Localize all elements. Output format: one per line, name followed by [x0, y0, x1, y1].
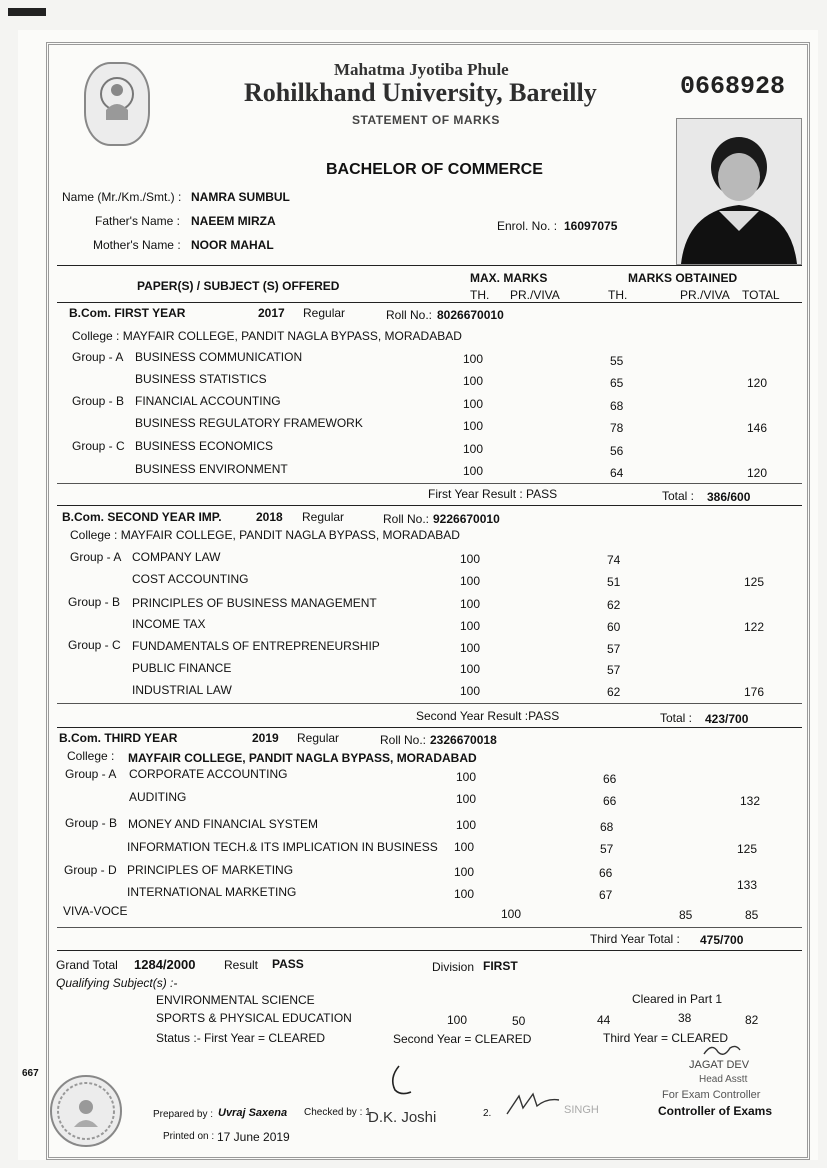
group-total: 120	[747, 376, 768, 390]
group-label: Group - B	[72, 394, 125, 408]
result-label: Result	[224, 958, 259, 972]
max-marks: 100	[456, 818, 477, 832]
year3-result: Third Year Total :	[590, 932, 680, 946]
university-name-line2: Rohilkhand University, Bareilly	[244, 78, 597, 107]
subject: FUNDAMENTALS OF ENTREPRENEURSHIP	[132, 639, 380, 653]
controller-title: Controller of Exams	[658, 1104, 773, 1118]
prepared-by: Uvraj Saxena	[218, 1107, 288, 1119]
mother-name: NOOR MAHAL	[191, 238, 274, 252]
rule	[57, 950, 802, 951]
max-marks: 100	[454, 840, 475, 854]
year3-total: 475/700	[700, 933, 744, 947]
year2-college: College : MAYFAIR COLLEGE, PANDIT NAGLA BYPASS, MORADABAD	[70, 528, 460, 542]
subject: PUBLIC FINANCE	[132, 661, 232, 675]
year1-title: B.Com. FIRST YEAR	[69, 306, 186, 320]
group-total: 176	[744, 685, 765, 699]
year3-college-label: College :	[67, 749, 115, 763]
subject: INDUSTRIAL LAW	[132, 683, 232, 697]
year2-roll-label: Roll No.:	[383, 512, 430, 526]
mother-label: Mother's Name :	[93, 238, 181, 252]
status-first: Status :- First Year = CLEARED	[156, 1031, 326, 1045]
year3-year: 2019	[252, 731, 279, 745]
division-label: Division	[432, 960, 475, 974]
year1-result: First Year Result : PASS	[428, 487, 558, 501]
max-marks: 100	[454, 865, 475, 879]
rule	[57, 483, 802, 484]
subject: BUSINESS REGULATORY FRAMEWORK	[135, 416, 363, 430]
year1-roll: 8026670010	[437, 308, 504, 322]
env-science: ENVIRONMENTAL SCIENCE	[156, 993, 315, 1007]
prepared-label: Prepared by :	[153, 1109, 214, 1120]
obtained-marks: 74	[607, 553, 621, 567]
obtained-marks: 62	[607, 598, 621, 612]
max-marks: 100	[463, 419, 484, 433]
year3-college: MAYFAIR COLLEGE, PANDIT NAGLA BYPASS, MORADABAD	[128, 751, 477, 765]
max-marks: 100	[460, 574, 481, 588]
subject: PRINCIPLES OF BUSINESS MANAGEMENT	[132, 596, 377, 610]
sports-obt-th: 44	[597, 1013, 611, 1027]
subject: COMPANY LAW	[132, 550, 221, 564]
result-value: PASS	[272, 957, 304, 971]
obtained-marks: 67	[599, 888, 613, 902]
rule	[57, 265, 802, 266]
max-marks: 100	[460, 597, 481, 611]
year3-type: Regular	[297, 731, 340, 745]
enrol-number: 16097075	[564, 219, 618, 233]
obtained-marks: 66	[599, 866, 613, 880]
enrol-label: Enrol. No. :	[497, 219, 558, 233]
col-obt-th: TH.	[608, 288, 628, 302]
year2-type: Regular	[302, 510, 345, 524]
subject: INTERNATIONAL MARKETING	[127, 885, 297, 899]
obtained-marks: 66	[603, 772, 617, 786]
max-marks: 100	[463, 374, 484, 388]
university-seal-icon	[50, 1075, 122, 1147]
group-label: Group - C	[72, 439, 125, 453]
group-label: Group - C	[68, 638, 121, 652]
year2-year: 2018	[256, 510, 283, 524]
student-name: NAMRA SUMBUL	[191, 190, 290, 204]
max-marks: 100	[460, 641, 481, 655]
year1-total-label: Total :	[662, 489, 695, 503]
group-label: Group - A	[72, 350, 124, 364]
max-marks: 100	[460, 619, 481, 633]
year1-total: 386/600	[707, 490, 751, 504]
subject: CORPORATE ACCOUNTING	[129, 767, 288, 781]
group-total: 120	[747, 466, 768, 480]
subject: INCOME TAX	[132, 617, 206, 631]
rule	[57, 703, 802, 704]
group-total: 122	[744, 620, 765, 634]
statement-title: STATEMENT OF MARKS	[352, 113, 500, 127]
sports-obt-pr: 38	[678, 1011, 692, 1025]
obtained-marks: 57	[607, 663, 621, 677]
subject: BUSINESS ECONOMICS	[135, 439, 274, 453]
obtained-marks: 56	[610, 444, 624, 458]
subject: MONEY AND FINANCIAL SYSTEM	[128, 817, 319, 831]
margin-number: 667	[22, 1068, 39, 1079]
year1-roll-label: Roll No.:	[386, 308, 433, 322]
max-marks: 100	[456, 792, 477, 806]
col-total: TOTAL	[742, 288, 780, 302]
controller-role-1: Head Asstt	[699, 1074, 748, 1085]
obtained-marks: 62	[607, 685, 621, 699]
max-marks: 100	[460, 552, 481, 566]
obtained-marks: 51	[607, 575, 621, 589]
max-marks: 100	[460, 662, 481, 676]
max-marks: 100	[463, 464, 484, 478]
col-paper: PAPER(S) / SUBJECT (S) OFFERED	[137, 279, 340, 293]
status-second: Second Year = CLEARED	[393, 1032, 532, 1046]
subject: BUSINESS ENVIRONMENT	[135, 462, 288, 476]
group-label: Group - D	[64, 863, 117, 877]
year3-roll-label: Roll No.:	[380, 733, 427, 747]
obtained-marks: 57	[600, 842, 614, 856]
father-name: NAEEM MIRZA	[191, 214, 276, 228]
max-marks: 100	[460, 684, 481, 698]
rule	[57, 727, 802, 728]
year2-roll: 9226670010	[433, 512, 500, 526]
checked-label: Checked by : 1	[304, 1107, 371, 1118]
obtained-marks: 57	[607, 642, 621, 656]
scan-mark	[8, 8, 46, 16]
rule	[57, 505, 802, 506]
rule	[57, 927, 802, 928]
obtained-marks: 78	[610, 421, 624, 435]
group-total: 146	[747, 421, 768, 435]
checker-2-number: 2.	[483, 1108, 492, 1119]
division-value: FIRST	[483, 959, 518, 973]
year3-title: B.Com. THIRD YEAR	[59, 731, 178, 745]
obtained-marks: 65	[610, 376, 624, 390]
printed-label: Printed on :	[163, 1131, 215, 1142]
university-logo-icon	[84, 62, 150, 146]
max-marks: 100	[463, 442, 484, 456]
viva-label: VIVA-VOCE	[63, 904, 128, 918]
student-photo	[676, 118, 802, 265]
group-total: 125	[737, 842, 758, 856]
printed-on: 17 June 2019	[217, 1130, 290, 1144]
max-marks: 100	[463, 397, 484, 411]
year2-total: 423/700	[705, 712, 749, 726]
subject: BUSINESS COMMUNICATION	[135, 350, 303, 364]
obtained-marks: 68	[600, 820, 614, 834]
col-max-prviva: PR./VIVA	[510, 288, 560, 302]
controller-signature-icon	[702, 1040, 742, 1060]
viva-obtained: 85	[679, 908, 693, 922]
group-label: Group - B	[68, 595, 121, 609]
group-total: 133	[737, 878, 758, 892]
subject: BUSINESS STATISTICS	[135, 372, 267, 386]
obtained-marks: 60	[607, 620, 621, 634]
qualifying-label: Qualifying Subject(s) :-	[56, 976, 178, 990]
signature-scribble-icon	[385, 1064, 415, 1098]
controller-role-2: For Exam Controller	[662, 1089, 761, 1101]
rule	[57, 302, 802, 303]
group-label: Group - B	[65, 816, 118, 830]
subject: AUDITING	[129, 790, 187, 804]
obtained-marks: 64	[610, 466, 624, 480]
checker-signature-icon	[503, 1088, 563, 1118]
obtained-marks: 68	[610, 399, 624, 413]
max-marks: 100	[456, 770, 477, 784]
sports-max-th: 100	[447, 1013, 468, 1027]
university-name-line1: Mahatma Jyotiba Phule	[334, 60, 509, 79]
father-label: Father's Name :	[95, 214, 180, 228]
max-marks: 100	[463, 352, 484, 366]
col-max-th: TH.	[470, 288, 490, 302]
year3-roll: 2326670018	[430, 733, 497, 747]
year1-year: 2017	[258, 306, 285, 320]
group-label: Group - A	[70, 550, 122, 564]
group-label: Group - A	[65, 767, 117, 781]
name-label: Name (Mr./Km./Smt.) :	[62, 190, 182, 204]
grand-total-label: Grand Total	[56, 958, 118, 972]
year1-college: College : MAYFAIR COLLEGE, PANDIT NAGLA BYPASS, MORADABAD	[72, 329, 462, 343]
checker-2: SINGH	[564, 1104, 599, 1116]
sports-total: 82	[745, 1013, 759, 1027]
status-third: Third Year = CLEARED	[603, 1031, 729, 1045]
year2-title: B.Com. SECOND YEAR IMP.	[62, 510, 222, 524]
year2-total-label: Total :	[660, 711, 693, 725]
cleared-part: Cleared in Part 1	[632, 992, 723, 1006]
year1-type: Regular	[303, 306, 346, 320]
serial-number: 0668928	[680, 72, 786, 101]
viva-max: 100	[501, 907, 522, 921]
group-total: 132	[740, 794, 761, 808]
max-marks: 100	[454, 887, 475, 901]
subject: INFORMATION TECH.& ITS IMPLICATION IN BUSINESS	[127, 840, 438, 854]
col-obtained: MARKS OBTAINED	[628, 271, 738, 285]
controller-name: JAGAT DEV	[689, 1059, 750, 1071]
year2-result: Second Year Result :PASS	[416, 709, 560, 723]
subject: PRINCIPLES OF MARKETING	[127, 863, 294, 877]
subject: FINANCIAL ACCOUNTING	[135, 394, 281, 408]
obtained-marks: 66	[603, 794, 617, 808]
viva-total: 85	[745, 908, 759, 922]
sports-subject: SPORTS & PHYSICAL EDUCATION	[156, 1011, 352, 1025]
degree-title: BACHELOR OF COMMERCE	[326, 161, 543, 178]
checker-1: D.K. Joshi	[368, 1109, 437, 1126]
grand-total: 1284/2000	[134, 957, 196, 972]
col-max: MAX. MARKS	[470, 271, 548, 285]
sports-max-pr: 50	[512, 1014, 526, 1028]
group-total: 125	[744, 575, 765, 589]
col-obt-prviva: PR./VIVA	[680, 288, 730, 302]
subject: COST ACCOUNTING	[132, 572, 249, 586]
obtained-marks: 55	[610, 354, 624, 368]
